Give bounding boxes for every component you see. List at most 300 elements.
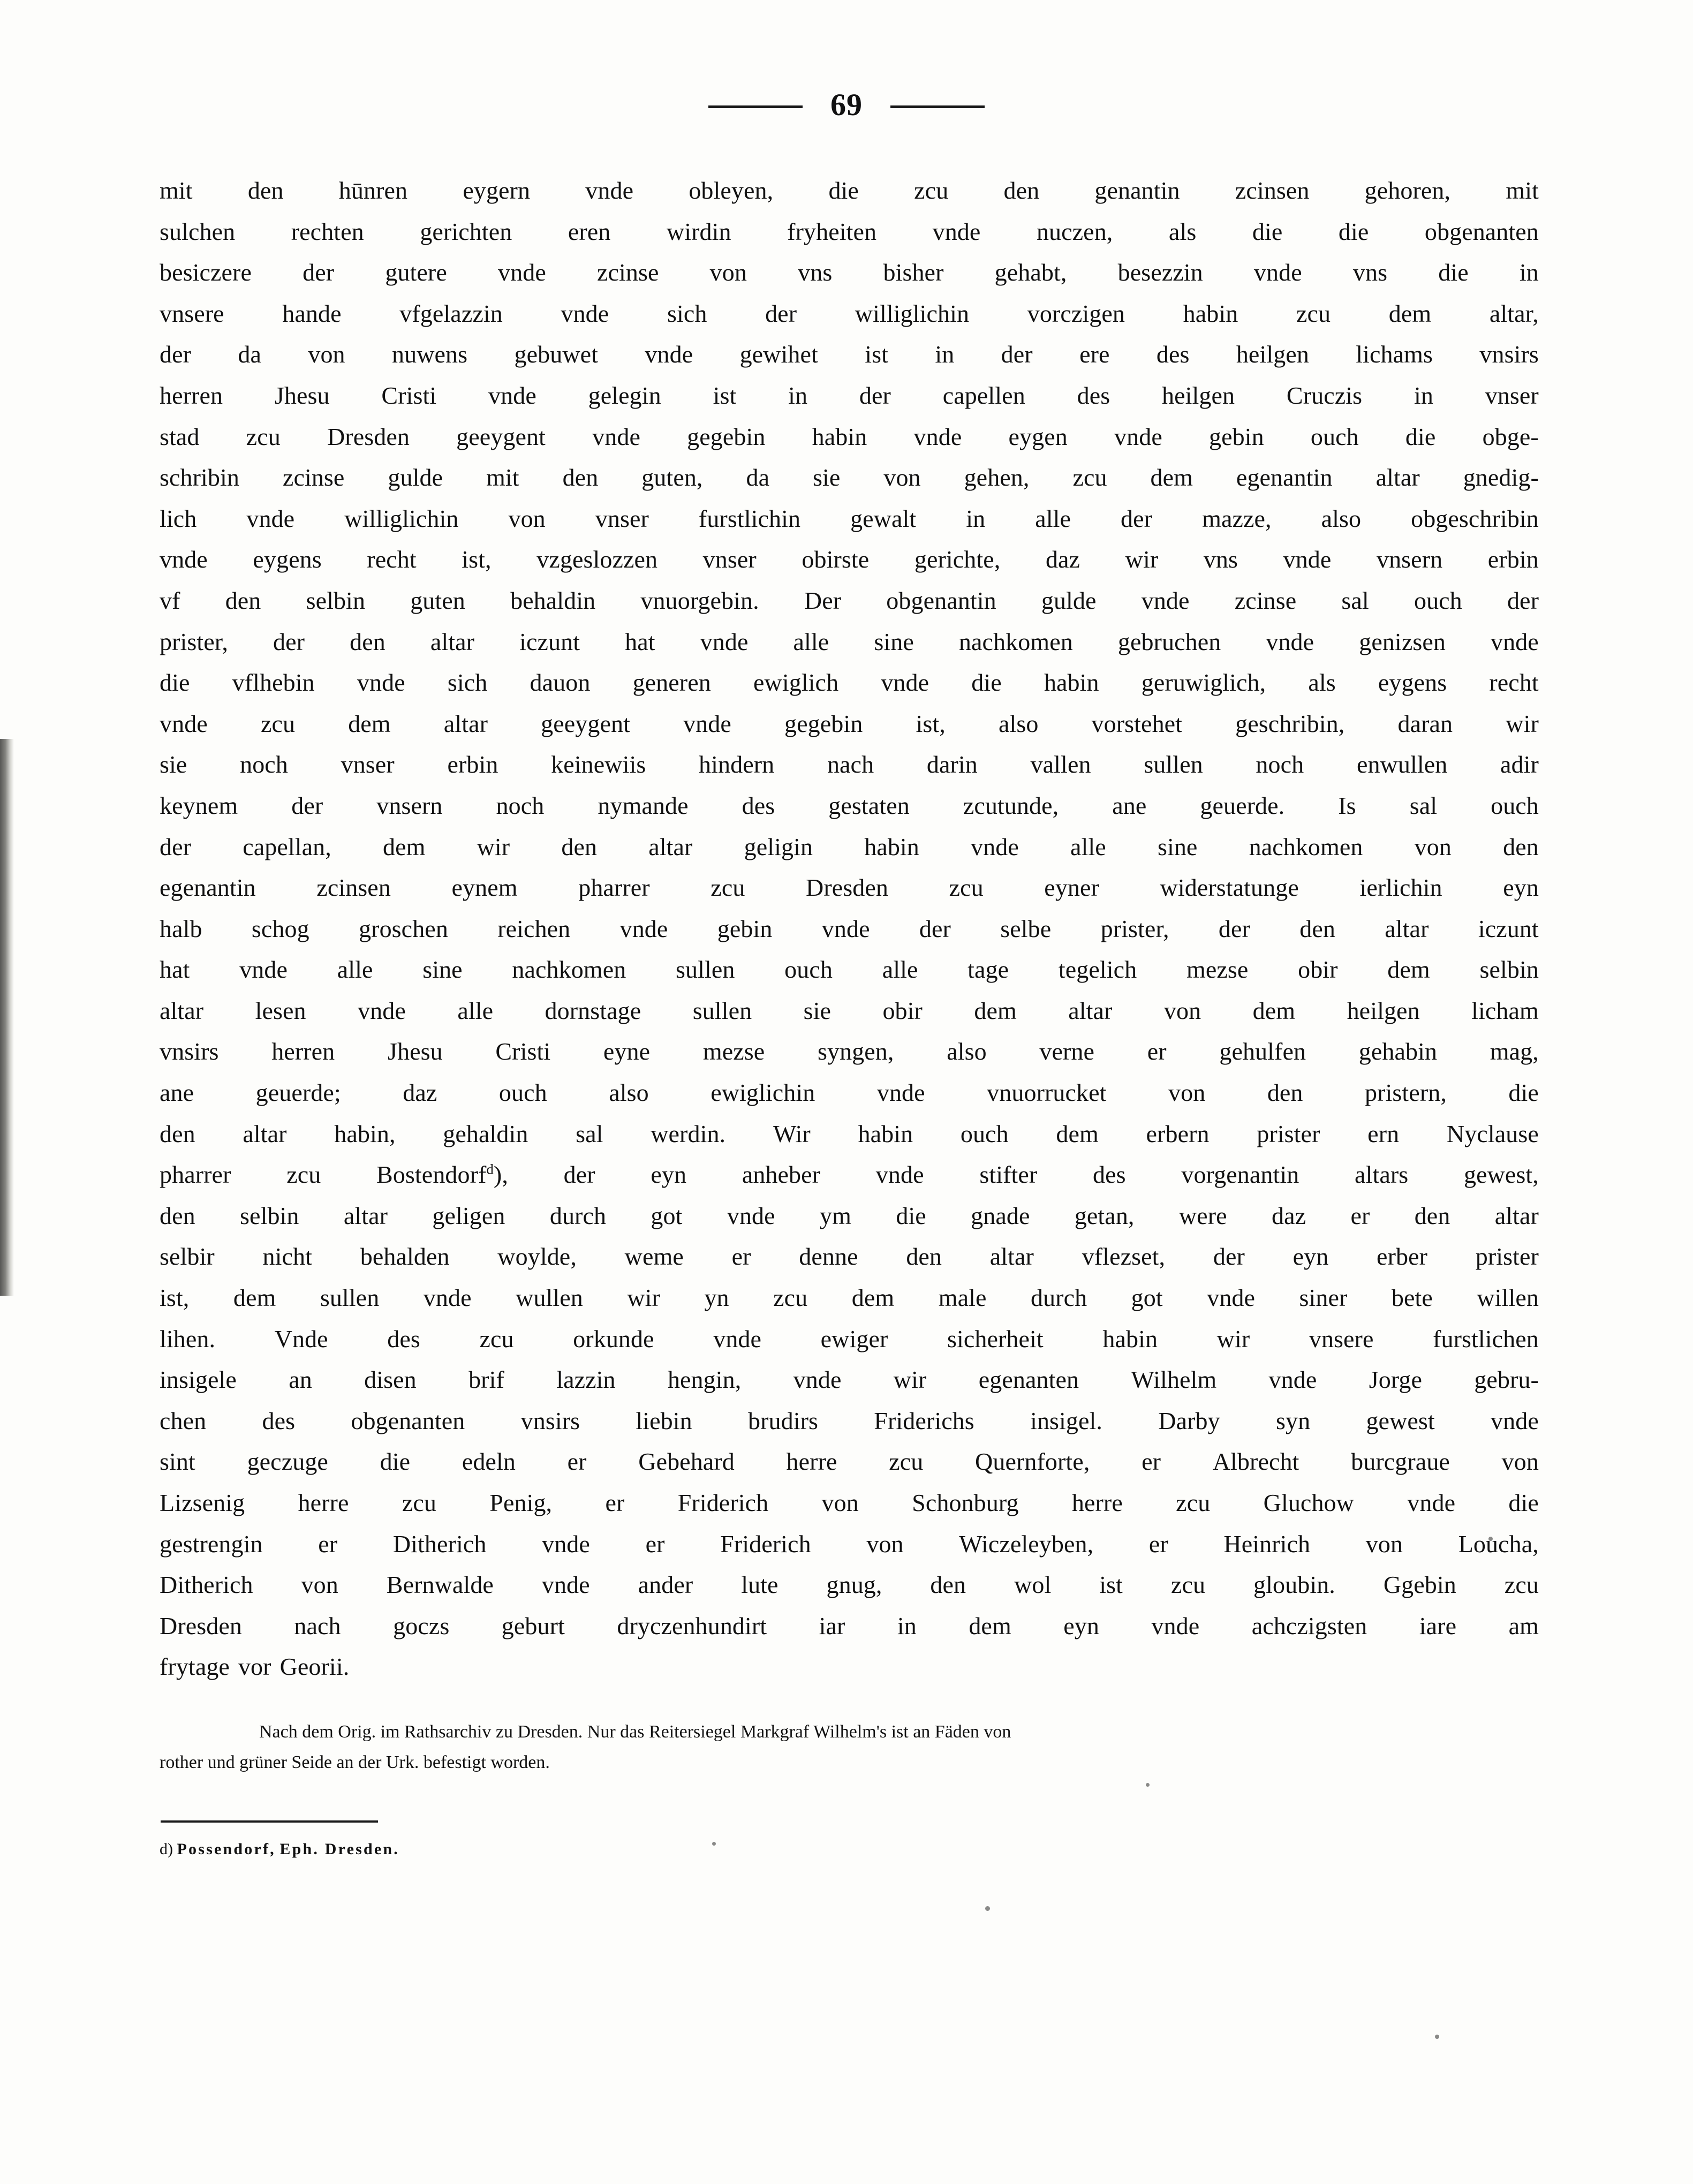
text-word: in bbox=[897, 1612, 917, 1639]
text-word: geczuge bbox=[247, 1448, 328, 1476]
text-word: wullen bbox=[516, 1284, 583, 1312]
text-word: er bbox=[1148, 1530, 1168, 1558]
text-word: Lizsenig bbox=[160, 1489, 245, 1516]
text-word: von bbox=[1163, 996, 1201, 1024]
text-word: die bbox=[1508, 1489, 1539, 1516]
text-word: vnde bbox=[700, 628, 749, 655]
text-word: Friderich bbox=[677, 1489, 769, 1516]
text-word: zcu bbox=[914, 177, 949, 204]
text-word: der bbox=[160, 833, 192, 860]
text-word: recht bbox=[1489, 669, 1539, 697]
text-word: daz bbox=[1271, 1201, 1306, 1229]
text-word: capellen bbox=[942, 381, 1025, 409]
text-word: vnser bbox=[702, 546, 757, 573]
text-word: geligin bbox=[744, 833, 813, 860]
text-word: nach bbox=[827, 751, 874, 779]
text-word: ere bbox=[1079, 341, 1110, 368]
text-word: denne bbox=[799, 1243, 858, 1271]
text-word: selbir bbox=[160, 1243, 215, 1271]
text-word: den bbox=[1267, 1079, 1303, 1107]
text-word: behaldin bbox=[510, 586, 596, 614]
text-line bbox=[160, 1401, 1539, 1442]
text-word: achczigsten bbox=[1251, 1612, 1367, 1639]
text-word: vnde bbox=[246, 504, 295, 532]
text-word: durch bbox=[549, 1201, 607, 1229]
text-word: des bbox=[1156, 341, 1190, 368]
text-word: geuerde. bbox=[1200, 791, 1285, 819]
text-word: selbe bbox=[1000, 915, 1052, 942]
text-word: vnsere bbox=[1309, 1325, 1374, 1352]
text-word: vzgeslozzen bbox=[536, 546, 658, 573]
text-word: den bbox=[160, 1201, 195, 1229]
text-word: erber bbox=[1377, 1243, 1428, 1271]
text-word: Friderichs bbox=[874, 1407, 974, 1434]
footnote-marker: d) bbox=[160, 1840, 173, 1858]
text-line bbox=[160, 1524, 1539, 1565]
text-word: capellan, bbox=[243, 833, 331, 860]
text-word: stad bbox=[160, 422, 200, 450]
text-word: ist bbox=[1099, 1571, 1123, 1599]
text-word: Bostendorf$^d$), bbox=[376, 1161, 508, 1189]
text-word: altar bbox=[648, 833, 693, 860]
text-word: vfgelazzin bbox=[399, 299, 503, 327]
text-word: Cristi bbox=[381, 381, 437, 409]
text-word: zcu bbox=[1072, 464, 1107, 492]
text-word: Vnde bbox=[274, 1325, 328, 1352]
text-word: von bbox=[709, 259, 747, 286]
text-word: geschribin, bbox=[1235, 709, 1345, 737]
text-word: vnde bbox=[160, 546, 208, 573]
text-word: geburt bbox=[501, 1612, 565, 1639]
scan-speck bbox=[1146, 1783, 1150, 1787]
text-word: da bbox=[238, 341, 262, 368]
text-word: in bbox=[935, 341, 955, 368]
text-word: den bbox=[350, 628, 386, 655]
text-word: licham bbox=[1471, 996, 1539, 1024]
text-line bbox=[160, 704, 1539, 745]
text-word: habin bbox=[1102, 1325, 1158, 1352]
text-word: Quernforte, bbox=[975, 1448, 1090, 1476]
text-word: eygern bbox=[463, 177, 531, 204]
text-word: vnde bbox=[1141, 586, 1190, 614]
text-word: vnde bbox=[1490, 628, 1539, 655]
text-word: in bbox=[1519, 259, 1539, 286]
text-word: nymande bbox=[598, 791, 689, 819]
text-word: ane bbox=[1112, 791, 1147, 819]
text-word: Nyclause bbox=[1446, 1120, 1539, 1147]
text-word: Loucha, bbox=[1458, 1530, 1539, 1558]
text-word: wir bbox=[1125, 546, 1159, 573]
text-word: alle bbox=[457, 996, 494, 1024]
text-word: daran bbox=[1397, 709, 1453, 737]
text-word: gerichten bbox=[420, 217, 512, 245]
text-word: eyn bbox=[1063, 1612, 1099, 1639]
text-word: schog bbox=[251, 915, 309, 942]
text-word: vnde bbox=[645, 341, 693, 368]
text-word: die bbox=[1252, 217, 1283, 245]
text-word: obirste bbox=[802, 546, 870, 573]
text-word: iczunt bbox=[1478, 915, 1539, 942]
text-word: er bbox=[731, 1243, 751, 1271]
text-word: herre bbox=[786, 1448, 837, 1476]
text-word: Heinrich bbox=[1223, 1530, 1311, 1558]
text-word: sint bbox=[160, 1448, 195, 1476]
text-word: ist bbox=[713, 381, 737, 409]
text-word: von bbox=[1501, 1448, 1539, 1476]
text-word: hande bbox=[282, 299, 342, 327]
text-line bbox=[160, 622, 1539, 663]
text-word: ouch bbox=[784, 956, 833, 984]
text-word: ouch bbox=[498, 1079, 547, 1107]
text-word: vnde bbox=[541, 1571, 590, 1599]
text-word: geeygent bbox=[541, 709, 630, 737]
text-word: egenantin bbox=[160, 874, 256, 902]
text-word: habin bbox=[812, 422, 867, 450]
text-word: vnde bbox=[542, 1530, 590, 1558]
text-word: habin, bbox=[334, 1120, 396, 1147]
text-word: des bbox=[742, 791, 775, 819]
text-word: der bbox=[919, 915, 951, 942]
text-word: eyne bbox=[603, 1038, 651, 1065]
text-word: gehaldin bbox=[443, 1120, 528, 1147]
text-word: dryczenhundirt bbox=[617, 1612, 767, 1639]
text-word: von bbox=[1414, 833, 1452, 860]
text-word: der bbox=[765, 299, 797, 327]
text-word: selbin bbox=[1479, 956, 1539, 984]
text-word: vnde bbox=[592, 422, 640, 450]
text-word: gegebin bbox=[784, 709, 863, 737]
text-word: nuwens bbox=[392, 341, 468, 368]
text-word: vnde bbox=[1407, 1489, 1456, 1516]
text-word: vnde bbox=[498, 259, 546, 286]
text-word: hat bbox=[160, 956, 190, 984]
text-word: tage bbox=[968, 956, 1009, 984]
text-word: gegebin bbox=[687, 422, 766, 450]
text-word: verne bbox=[1039, 1038, 1095, 1065]
text-word: eyn bbox=[1503, 874, 1539, 902]
footnote-detail: Eph. Dresden. bbox=[279, 1840, 399, 1858]
text-line bbox=[160, 498, 1539, 540]
text-word: zcinse bbox=[1234, 586, 1297, 614]
text-word: erbin bbox=[1487, 546, 1539, 573]
text-word: brif bbox=[468, 1366, 504, 1394]
text-word: genizsen bbox=[1359, 628, 1446, 655]
text-word: vnsirs bbox=[160, 1038, 219, 1065]
text-word: herre bbox=[1071, 1489, 1123, 1516]
text-word: eyn bbox=[1293, 1243, 1329, 1271]
text-word: besezzin bbox=[1117, 259, 1203, 286]
text-word: zcu bbox=[260, 709, 296, 737]
text-word: ane bbox=[160, 1079, 194, 1107]
text-word: burcgraue bbox=[1351, 1448, 1450, 1476]
text-word: mezse bbox=[702, 1038, 765, 1065]
text-word: Wiczeleyben, bbox=[959, 1530, 1094, 1558]
text-word: die bbox=[1405, 422, 1436, 450]
text-word: vnde bbox=[1268, 1366, 1317, 1394]
text-word: noch bbox=[240, 751, 288, 779]
text-word: gerichte, bbox=[914, 546, 1001, 573]
text-line bbox=[160, 909, 1539, 950]
text-word: in bbox=[966, 504, 986, 532]
text-word: sal bbox=[1409, 791, 1438, 819]
text-word: den bbox=[1003, 177, 1040, 204]
text-word: Jorge bbox=[1369, 1366, 1422, 1394]
text-word: eren bbox=[568, 217, 611, 245]
text-word: iczunt bbox=[519, 628, 580, 655]
text-word: lazzin bbox=[556, 1366, 616, 1394]
text-line bbox=[160, 1606, 1539, 1647]
text-word: prister, bbox=[1100, 915, 1169, 942]
source-note-line: Nach dem Orig. im Rathsarchiv zu Dresden. Nur das Reitersiegel Markgraf Wilhelm's ist an Fäden von bbox=[259, 1722, 1011, 1742]
text-word: alle bbox=[1035, 504, 1071, 532]
text-word: er bbox=[1350, 1201, 1370, 1229]
text-word: geuerde; bbox=[255, 1079, 341, 1107]
text-word: hengin, bbox=[667, 1366, 742, 1394]
text-word: dem bbox=[1387, 956, 1430, 984]
text-word: vnsirs bbox=[1479, 341, 1539, 368]
text-word: zcu bbox=[889, 1448, 924, 1476]
text-word: der bbox=[1001, 341, 1033, 368]
text-word: herre bbox=[298, 1489, 349, 1516]
header-rule-left bbox=[708, 105, 803, 108]
text-word: altars bbox=[1355, 1161, 1409, 1189]
text-word: vnser bbox=[341, 751, 395, 779]
text-word: der bbox=[273, 628, 305, 655]
text-word: mit bbox=[486, 464, 519, 492]
text-word: des bbox=[1093, 1161, 1126, 1189]
text-word: sullen bbox=[692, 996, 752, 1024]
text-word: ewiglichin bbox=[711, 1079, 815, 1107]
text-word: Bernwalde bbox=[386, 1571, 494, 1599]
text-word: gehulfen bbox=[1219, 1038, 1306, 1065]
text-word: willen bbox=[1477, 1284, 1539, 1312]
text-word: vnde bbox=[561, 299, 609, 327]
text-word: pristern, bbox=[1365, 1079, 1447, 1107]
text-word: got bbox=[651, 1201, 683, 1229]
text-word: ist, bbox=[462, 546, 492, 573]
text-word: chen bbox=[160, 1407, 207, 1434]
text-word: stifter bbox=[979, 1161, 1038, 1189]
text-word: halb bbox=[160, 915, 202, 942]
text-word: prister, bbox=[160, 628, 228, 655]
text-word: eyn bbox=[651, 1161, 687, 1189]
text-word: vnde bbox=[683, 709, 731, 737]
text-word: bete bbox=[1391, 1284, 1433, 1312]
text-word: wol bbox=[1014, 1571, 1052, 1599]
text-word: vallen bbox=[1030, 751, 1091, 779]
text-word: dem bbox=[1252, 996, 1296, 1024]
text-word: zcu bbox=[402, 1489, 436, 1516]
text-word: vnser bbox=[595, 504, 649, 532]
text-word: lute bbox=[741, 1571, 779, 1599]
text-word: vorczigen bbox=[1027, 299, 1125, 327]
text-word: sie bbox=[813, 464, 841, 492]
text-word: ouch bbox=[1491, 791, 1539, 819]
scan-edge-artifact bbox=[0, 739, 14, 1296]
text-word: mag, bbox=[1490, 1038, 1539, 1065]
text-word: syn bbox=[1276, 1407, 1311, 1434]
text-word: der bbox=[160, 341, 192, 368]
text-word: der bbox=[859, 381, 891, 409]
text-word: woylde, bbox=[497, 1243, 577, 1271]
text-line bbox=[160, 785, 1539, 827]
text-word: insigele bbox=[160, 1366, 237, 1394]
text-word: geeygent bbox=[456, 422, 546, 450]
text-word: gehoren, bbox=[1364, 177, 1451, 204]
footnote-place: Possendorf, bbox=[177, 1840, 276, 1858]
text-word: von bbox=[301, 1571, 338, 1599]
text-word: vnser bbox=[1485, 381, 1539, 409]
text-word: vnde bbox=[619, 915, 668, 942]
text-word: vnsern bbox=[1376, 546, 1443, 573]
text-line bbox=[160, 1236, 1539, 1278]
text-word: Dresden bbox=[327, 422, 410, 450]
text-word: vnsere bbox=[160, 299, 224, 327]
charter-body-text bbox=[160, 170, 1539, 1688]
text-word: vorstehet bbox=[1091, 709, 1183, 737]
text-word: selbin bbox=[240, 1201, 299, 1229]
text-word: obge- bbox=[1482, 422, 1539, 450]
source-note-line: rother und grüner Seide an der Urk. befestigt worden. bbox=[160, 1752, 550, 1772]
text-word: gulde bbox=[1041, 586, 1097, 614]
text-line bbox=[160, 334, 1539, 375]
text-word: den bbox=[1503, 833, 1539, 860]
text-word: der bbox=[1213, 1243, 1245, 1271]
text-word: dem bbox=[851, 1284, 895, 1312]
text-word: orkunde bbox=[573, 1325, 654, 1352]
text-word: ewiger bbox=[820, 1325, 888, 1352]
text-word: siner bbox=[1299, 1284, 1348, 1312]
text-word: heilgen bbox=[1347, 996, 1420, 1024]
text-word: sullen bbox=[676, 956, 735, 984]
text-word: vnde bbox=[488, 381, 536, 409]
text-word: sal bbox=[576, 1120, 603, 1147]
text-line bbox=[160, 457, 1539, 498]
text-word: also bbox=[609, 1079, 649, 1107]
text-word: dem bbox=[382, 833, 426, 860]
text-word: alle bbox=[882, 956, 918, 984]
text-word: zcinse bbox=[596, 259, 659, 286]
text-line bbox=[160, 1441, 1539, 1483]
text-word: an bbox=[289, 1366, 312, 1394]
text-word: herren bbox=[160, 381, 223, 409]
text-word: hat bbox=[625, 628, 655, 655]
text-word: habin bbox=[1044, 669, 1099, 697]
text-word: eyner bbox=[1044, 874, 1099, 902]
text-word: vnde bbox=[876, 1079, 925, 1107]
scan-speck bbox=[985, 1906, 990, 1911]
text-line bbox=[160, 867, 1539, 909]
text-word: wir bbox=[893, 1366, 927, 1394]
text-word: daz bbox=[1045, 546, 1080, 573]
text-word: vnde bbox=[1253, 259, 1302, 286]
text-word: vnde bbox=[423, 1284, 472, 1312]
text-line bbox=[160, 375, 1539, 417]
text-word: altar bbox=[1375, 464, 1420, 492]
text-word: vnde bbox=[1283, 546, 1332, 573]
text-line bbox=[160, 417, 1539, 458]
text-word: heilgen bbox=[1236, 341, 1309, 368]
text-word: in bbox=[1414, 381, 1433, 409]
text-word: yn bbox=[704, 1284, 729, 1312]
text-word: wir bbox=[1506, 709, 1539, 737]
text-word: gnedig- bbox=[1463, 464, 1539, 492]
text-word: den bbox=[225, 586, 261, 614]
text-word: egenanten bbox=[978, 1366, 1079, 1394]
text-word: dem bbox=[233, 1284, 276, 1312]
text-word: Der bbox=[804, 586, 842, 614]
text-word: nicht bbox=[262, 1243, 313, 1271]
text-word: ouch bbox=[1310, 422, 1359, 450]
text-word: zcu bbox=[1296, 299, 1331, 327]
text-word: gewalt bbox=[850, 504, 917, 532]
text-word: guten bbox=[410, 586, 465, 614]
text-word: zcu bbox=[949, 874, 984, 902]
text-word: vns bbox=[1203, 546, 1238, 573]
text-word: die bbox=[380, 1448, 411, 1476]
text-word: pharrer bbox=[578, 874, 650, 902]
text-word: vnde bbox=[875, 1161, 924, 1189]
text-word: die bbox=[896, 1201, 926, 1229]
text-word: vnde bbox=[357, 669, 405, 697]
text-word: zcinsen bbox=[316, 874, 391, 902]
text-word: mit bbox=[160, 177, 193, 204]
text-word: Friderich bbox=[720, 1530, 811, 1558]
text-word: dem bbox=[348, 709, 391, 737]
text-word: sine bbox=[1157, 833, 1198, 860]
text-word: die bbox=[828, 177, 859, 204]
text-word: sich bbox=[667, 299, 707, 327]
text-word: recht bbox=[367, 546, 417, 573]
text-word: vflezset, bbox=[1082, 1243, 1166, 1271]
text-word: sich bbox=[447, 669, 488, 697]
text-word: vnde bbox=[1151, 1612, 1200, 1639]
text-word: eygen bbox=[1008, 422, 1068, 450]
text-word: sulchen bbox=[160, 217, 236, 245]
text-word: altar bbox=[443, 709, 488, 737]
text-word: habin bbox=[1183, 299, 1238, 327]
text-word: Ditherich bbox=[392, 1530, 487, 1558]
text-word: sie bbox=[803, 996, 832, 1024]
text-word: furstlichin bbox=[698, 504, 801, 532]
text-word: Wir bbox=[773, 1120, 811, 1147]
text-word: gelegin bbox=[588, 381, 661, 409]
text-word: den bbox=[561, 833, 598, 860]
text-word: williglichin bbox=[855, 299, 970, 327]
text-word: der bbox=[1218, 915, 1250, 942]
text-word: altar, bbox=[1489, 299, 1539, 327]
text-word: vflhebin bbox=[232, 669, 315, 697]
text-word: lichams bbox=[1356, 341, 1433, 368]
text-word: vnde bbox=[1491, 1407, 1539, 1434]
text-word: habin bbox=[858, 1120, 913, 1147]
text-word: er bbox=[567, 1448, 587, 1476]
text-word: erbern bbox=[1146, 1120, 1210, 1147]
text-word: groschen bbox=[359, 915, 448, 942]
text-line bbox=[160, 827, 1539, 868]
text-word: nach bbox=[294, 1612, 341, 1639]
text-word: sine bbox=[422, 956, 463, 984]
text-word: die bbox=[1438, 259, 1469, 286]
text-word: got bbox=[1131, 1284, 1163, 1312]
text-line bbox=[160, 293, 1539, 335]
footnote-reference-marker[interactable]: d bbox=[486, 1161, 494, 1177]
text-word: dem bbox=[1056, 1120, 1099, 1147]
text-word: er bbox=[645, 1530, 665, 1558]
text-word: die bbox=[971, 669, 1002, 697]
text-word: durch bbox=[1030, 1284, 1087, 1312]
text-word: mit bbox=[1506, 177, 1539, 204]
